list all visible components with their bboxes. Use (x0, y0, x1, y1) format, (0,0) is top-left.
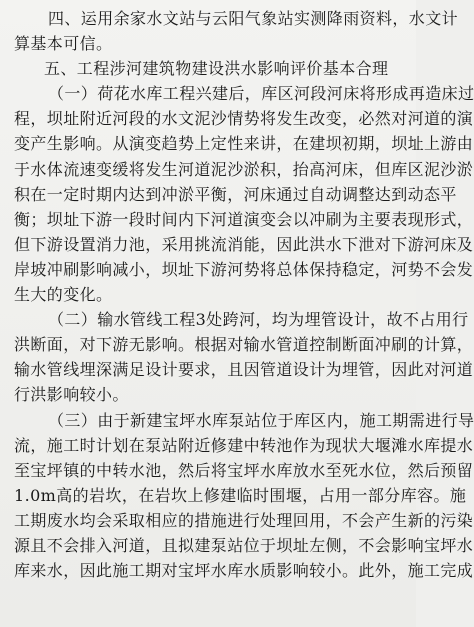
text-line: 变产生影响。从演变趋势上定性来讲，在建坝初期，坝址上游由 (14, 134, 474, 154)
text-line: 工期废水均会采取相应的措施进行处理回用，不会产生新的污染 (14, 510, 474, 530)
text-line: 积在一定时期内达到冲淤平衡，河床通过自动调整达到动态平 (14, 184, 457, 204)
paragraph-5-1 (14, 81, 474, 307)
text-line: 生大的变化。 (14, 285, 113, 305)
text-line: 岸坡冲刷影响减小，坝址下游河势将总体保持稳定，河势不会发 (14, 259, 474, 279)
text-line: 衡；坝址下游一段时间内下河道演变会以冲刷为主要表现形式， (14, 209, 474, 229)
text-line: 但下游设置消力池，采用挑流消能，因此洪水下泄对下游河床及 (14, 234, 474, 254)
text-line: 流，施工时计划在泵站附近修建中转池作为现状大堰滩水库提水 (14, 435, 474, 455)
text-line: 程，坝址附近河段的水文泥沙情势将发生改变，必然对河道的演 (14, 109, 474, 129)
paragraph-5-3 (14, 408, 474, 584)
text-line: （二）输水管线工程3处跨河，均为埋管设计，故不占用行 (48, 310, 469, 330)
text-line: 洪断面，对下游无影响。根据对输水管道控制断面冲刷的计算， (14, 335, 474, 355)
text-line: 算基本可信。 (14, 34, 113, 54)
text-line: 输水管线埋深满足设计要求，且因管道设计为埋管，因此对河道 (14, 360, 474, 380)
text-line: 行洪影响较小。 (14, 385, 129, 405)
paragraph-conclusion-4 (14, 6, 459, 56)
text-line: 至宝坪镇的中转水池，然后将宝坪水库放水至死水位，然后预留 (14, 460, 474, 480)
text-line: （一）荷花水库工程兴建后，库区河段河床将形成再造床过 (48, 84, 474, 104)
text-line: （三）由于新建宝坪水库泵站位于库区内，施工期需进行导 (48, 410, 474, 430)
paragraph-5-2 (14, 307, 474, 407)
section-heading-5 (14, 56, 402, 81)
text-line: 1.0m高的岩坎，在岩坎上修建临时围堰，占用一部分库容。施 (14, 485, 467, 505)
text-line: 库来水，因此施工期对宝坪水库水质影响较小。此外，施工完成 (14, 561, 474, 581)
heading-text: 五、工程涉河建筑物建设洪水影响评价基本合理 (44, 59, 389, 79)
text-line: 源且不会排入河道，且拟建泵站位于坝址左侧，不会影响宝坪水 (14, 535, 474, 555)
text-line: 于水体流速变缓将发生河道泥沙淤积，抬高河床，但库区泥沙淤 (14, 159, 474, 179)
text-line: 四、运用余家水文站与云阳气象站实测降雨资料，水文计 (48, 9, 459, 28)
